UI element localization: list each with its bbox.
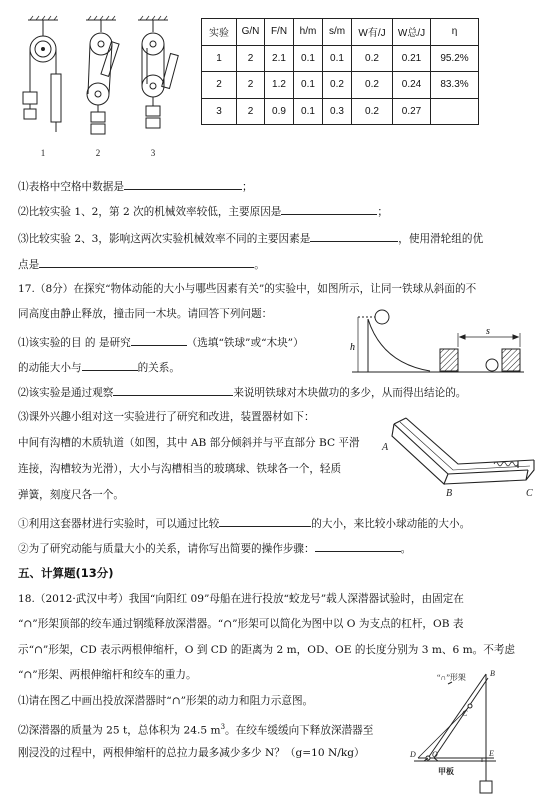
fig4-label-o: O: [432, 750, 438, 759]
q17-sub1-end: 的大小，来比较小球动能的大小。: [311, 518, 471, 530]
q17-sub1-text: ①利用这套器材进行实验时，可以通过比较: [18, 518, 220, 530]
q16-part3-text: ⑶比较实验 2、3，影响这两次实验机械效率不同的主要因素是: [18, 233, 311, 245]
table-header: W有/J: [352, 19, 393, 46]
q17-part2-text: ⑵该实验是通过观察: [18, 387, 114, 399]
table-cell: 2: [237, 72, 265, 99]
q18-part2-sup: 3: [220, 723, 226, 731]
q17-part1-text: ⑴该实验的目 的 是研究: [18, 337, 131, 349]
table-row: [202, 72, 479, 99]
table-cell: 1.2: [265, 72, 294, 99]
table-cell: 2: [237, 45, 265, 72]
fig3-label-c: C: [526, 488, 533, 499]
q18-part2-text2: 。在绞车缓缓向下释放深潜器至: [225, 724, 374, 737]
section-heading: 五、计算题(13分): [18, 566, 114, 580]
q18-line3: 示“∩”形架，CD 表示两根伸缩杆，O 到 CD 的距离为 2 m，OD、OE 的长度分别为 3 m、6 m。不考虑: [18, 644, 516, 656]
q17-part2: [18, 384, 466, 400]
table-cell: 2: [202, 72, 237, 99]
ramp-figure: [352, 305, 524, 375]
q18-part2-text: ⑵深潜器的质量为 25 t，总体积为 24.5 m: [18, 724, 221, 737]
table-cell: 0.24: [393, 72, 431, 99]
q17-blank-3[interactable]: [113, 384, 233, 396]
fig1-label-1: 1: [40, 148, 46, 158]
q17-part3-l3: 连接，沟槽较为光滑），大小与沟槽相当的玻璃球、铁球各一个，轻质: [18, 463, 342, 475]
table-header: F/N: [265, 19, 294, 46]
q17-line1: 17.（8分）在探究“物体动能的大小与哪些因素有关”的实验中，如图所示，让同一铁球从斜面的不: [18, 283, 477, 295]
table-header: 实验: [202, 19, 237, 46]
q16-part2-text: ⑵比较实验 1、2，第 2 次的机械效率较低，主要原因是: [18, 206, 282, 218]
fig3-label-a: A: [382, 442, 389, 453]
table-cell: 0.1: [294, 98, 323, 125]
q17-part1-cont-text: 的动能大小与: [18, 362, 82, 374]
q17-part2-end: 来说明铁球对木块做功的多少，从而得出结论的。: [233, 387, 467, 399]
table-cell: 95.2%: [431, 45, 479, 72]
q17-sub2-text: ②为了研究动能与质量大小的关系，请你写出简要的操作步骤：: [18, 543, 315, 555]
q16-part3-end: 。: [254, 259, 265, 271]
fig2-label-s: s: [486, 326, 490, 337]
q18-part1: ⑴请在图乙中画出投放深潜器时“∩”形架的动力和阻力示意图。: [18, 695, 314, 707]
q17-line2: 同高度由静止释放，撞击同一木块。请回答下列问题：: [18, 308, 273, 320]
q16-part3-cont-text: 点是: [18, 259, 40, 271]
table-cell: 83.3%: [431, 72, 479, 99]
table-cell: 0.27: [393, 98, 431, 125]
q18-part2: [18, 720, 373, 738]
table-cell: 0.1: [294, 45, 323, 72]
experiment-table: [201, 18, 479, 125]
table-cell: 0.2: [352, 72, 393, 99]
q18-line4: “∩”形架、两根伸缩杆和绞车的重力。: [18, 669, 197, 681]
q16-part3-cont: [18, 256, 265, 272]
q17-blank-1[interactable]: [131, 334, 187, 346]
q17-blank-2[interactable]: [82, 359, 138, 371]
q17-part1-cont: [18, 359, 180, 375]
table-header-row: [202, 19, 479, 46]
q16-blank-2[interactable]: [281, 203, 377, 215]
fig1-label-2: 2: [95, 148, 101, 158]
q17-part3: ⑶课外兴趣小组对这一实验进行了研究和改进，装置器材如下：: [18, 411, 315, 423]
q17-sub2: [18, 540, 411, 556]
gantry-figure: [404, 666, 538, 798]
q17-blank-4[interactable]: [219, 515, 311, 527]
table-row: [202, 98, 479, 125]
table-cell: 1: [202, 45, 237, 72]
q16-part1-end: ；: [241, 181, 253, 193]
q17-part3-l2: 中间有沟槽的木质轨道（如图，其中 AB 部分倾斜并与平直部分 BC 平滑: [18, 437, 360, 449]
fig4-label-deck: 甲板: [438, 767, 454, 776]
q16-part1-text: ⑴表格中空格中数据是: [18, 181, 124, 193]
table-cell: 0.1: [323, 45, 352, 72]
q17-blank-5[interactable]: [315, 540, 401, 552]
table-cell: 0.21: [393, 45, 431, 72]
table-cell: 0.3: [323, 98, 352, 125]
fig4-label-c: C: [462, 709, 468, 718]
q16-blank-3[interactable]: [310, 230, 398, 242]
q17-part1: [18, 334, 304, 350]
q16-blank-4[interactable]: [39, 256, 254, 268]
table-cell: 0.2: [352, 98, 393, 125]
table-cell: 2: [237, 98, 265, 125]
table-cell: 2.1: [265, 45, 294, 72]
table-header: s/m: [323, 19, 352, 46]
q17-part1-end: 的关系。: [137, 362, 180, 374]
fig1-label-3: 3: [150, 148, 156, 158]
table-cell: 0.1: [294, 72, 323, 99]
q17-sub2-end: 。: [400, 543, 412, 555]
table-cell-efficiency-blank[interactable]: [431, 98, 479, 125]
fig4-title: “∩”形架: [437, 673, 466, 682]
table-header: W总/J: [393, 19, 431, 46]
q17-part1-hint: （选填“铁球”或“木块”）: [186, 337, 304, 349]
q18-line2: “∩”形架顶部的绞车通过钢缆释放深潜器。“∩”形架可以简化为图中以 O 为支点的杠杆，OB 表: [18, 618, 464, 630]
q18-part2-cont: 刚浸没的过程中，两根伸缩杆的总拉力最多减少多少 N？（g=10 N/kg）: [18, 747, 365, 759]
fig4-label-b: B: [490, 669, 495, 678]
q17-part3-l4: 弹簧，刻度尺各一个。: [18, 489, 124, 501]
fig4-label-d: D: [410, 750, 416, 759]
q16-part3: [18, 230, 483, 246]
pulley-figure: [18, 14, 188, 164]
q18-line1: 18.（2012·武汉中考）我国“向阳红 09”母船在进行投放“蛟龙号”载人深潜器试验时，由固定在: [18, 593, 464, 605]
fig2-label-h: h: [350, 342, 355, 353]
fig3-label-b: B: [446, 488, 453, 499]
q16-part2-end: ；: [377, 206, 388, 218]
table-row: [202, 45, 479, 72]
table-header: η: [431, 19, 479, 46]
fig4-label-e: E: [489, 749, 494, 758]
q16-part3-mid: ，使用滑轮组的优: [398, 233, 484, 245]
q17-sub1: [18, 515, 470, 531]
table-cell: 3: [202, 98, 237, 125]
q16-part1: [18, 178, 253, 194]
table-cell: 0.9: [265, 98, 294, 125]
table-header: G/N: [237, 19, 265, 46]
q16-part2: [18, 203, 388, 219]
track-figure: [378, 412, 538, 500]
q16-blank-1[interactable]: [124, 178, 242, 190]
table-cell: 0.2: [323, 72, 352, 99]
table-header: h/m: [294, 19, 323, 46]
table-cell: 0.2: [352, 45, 393, 72]
